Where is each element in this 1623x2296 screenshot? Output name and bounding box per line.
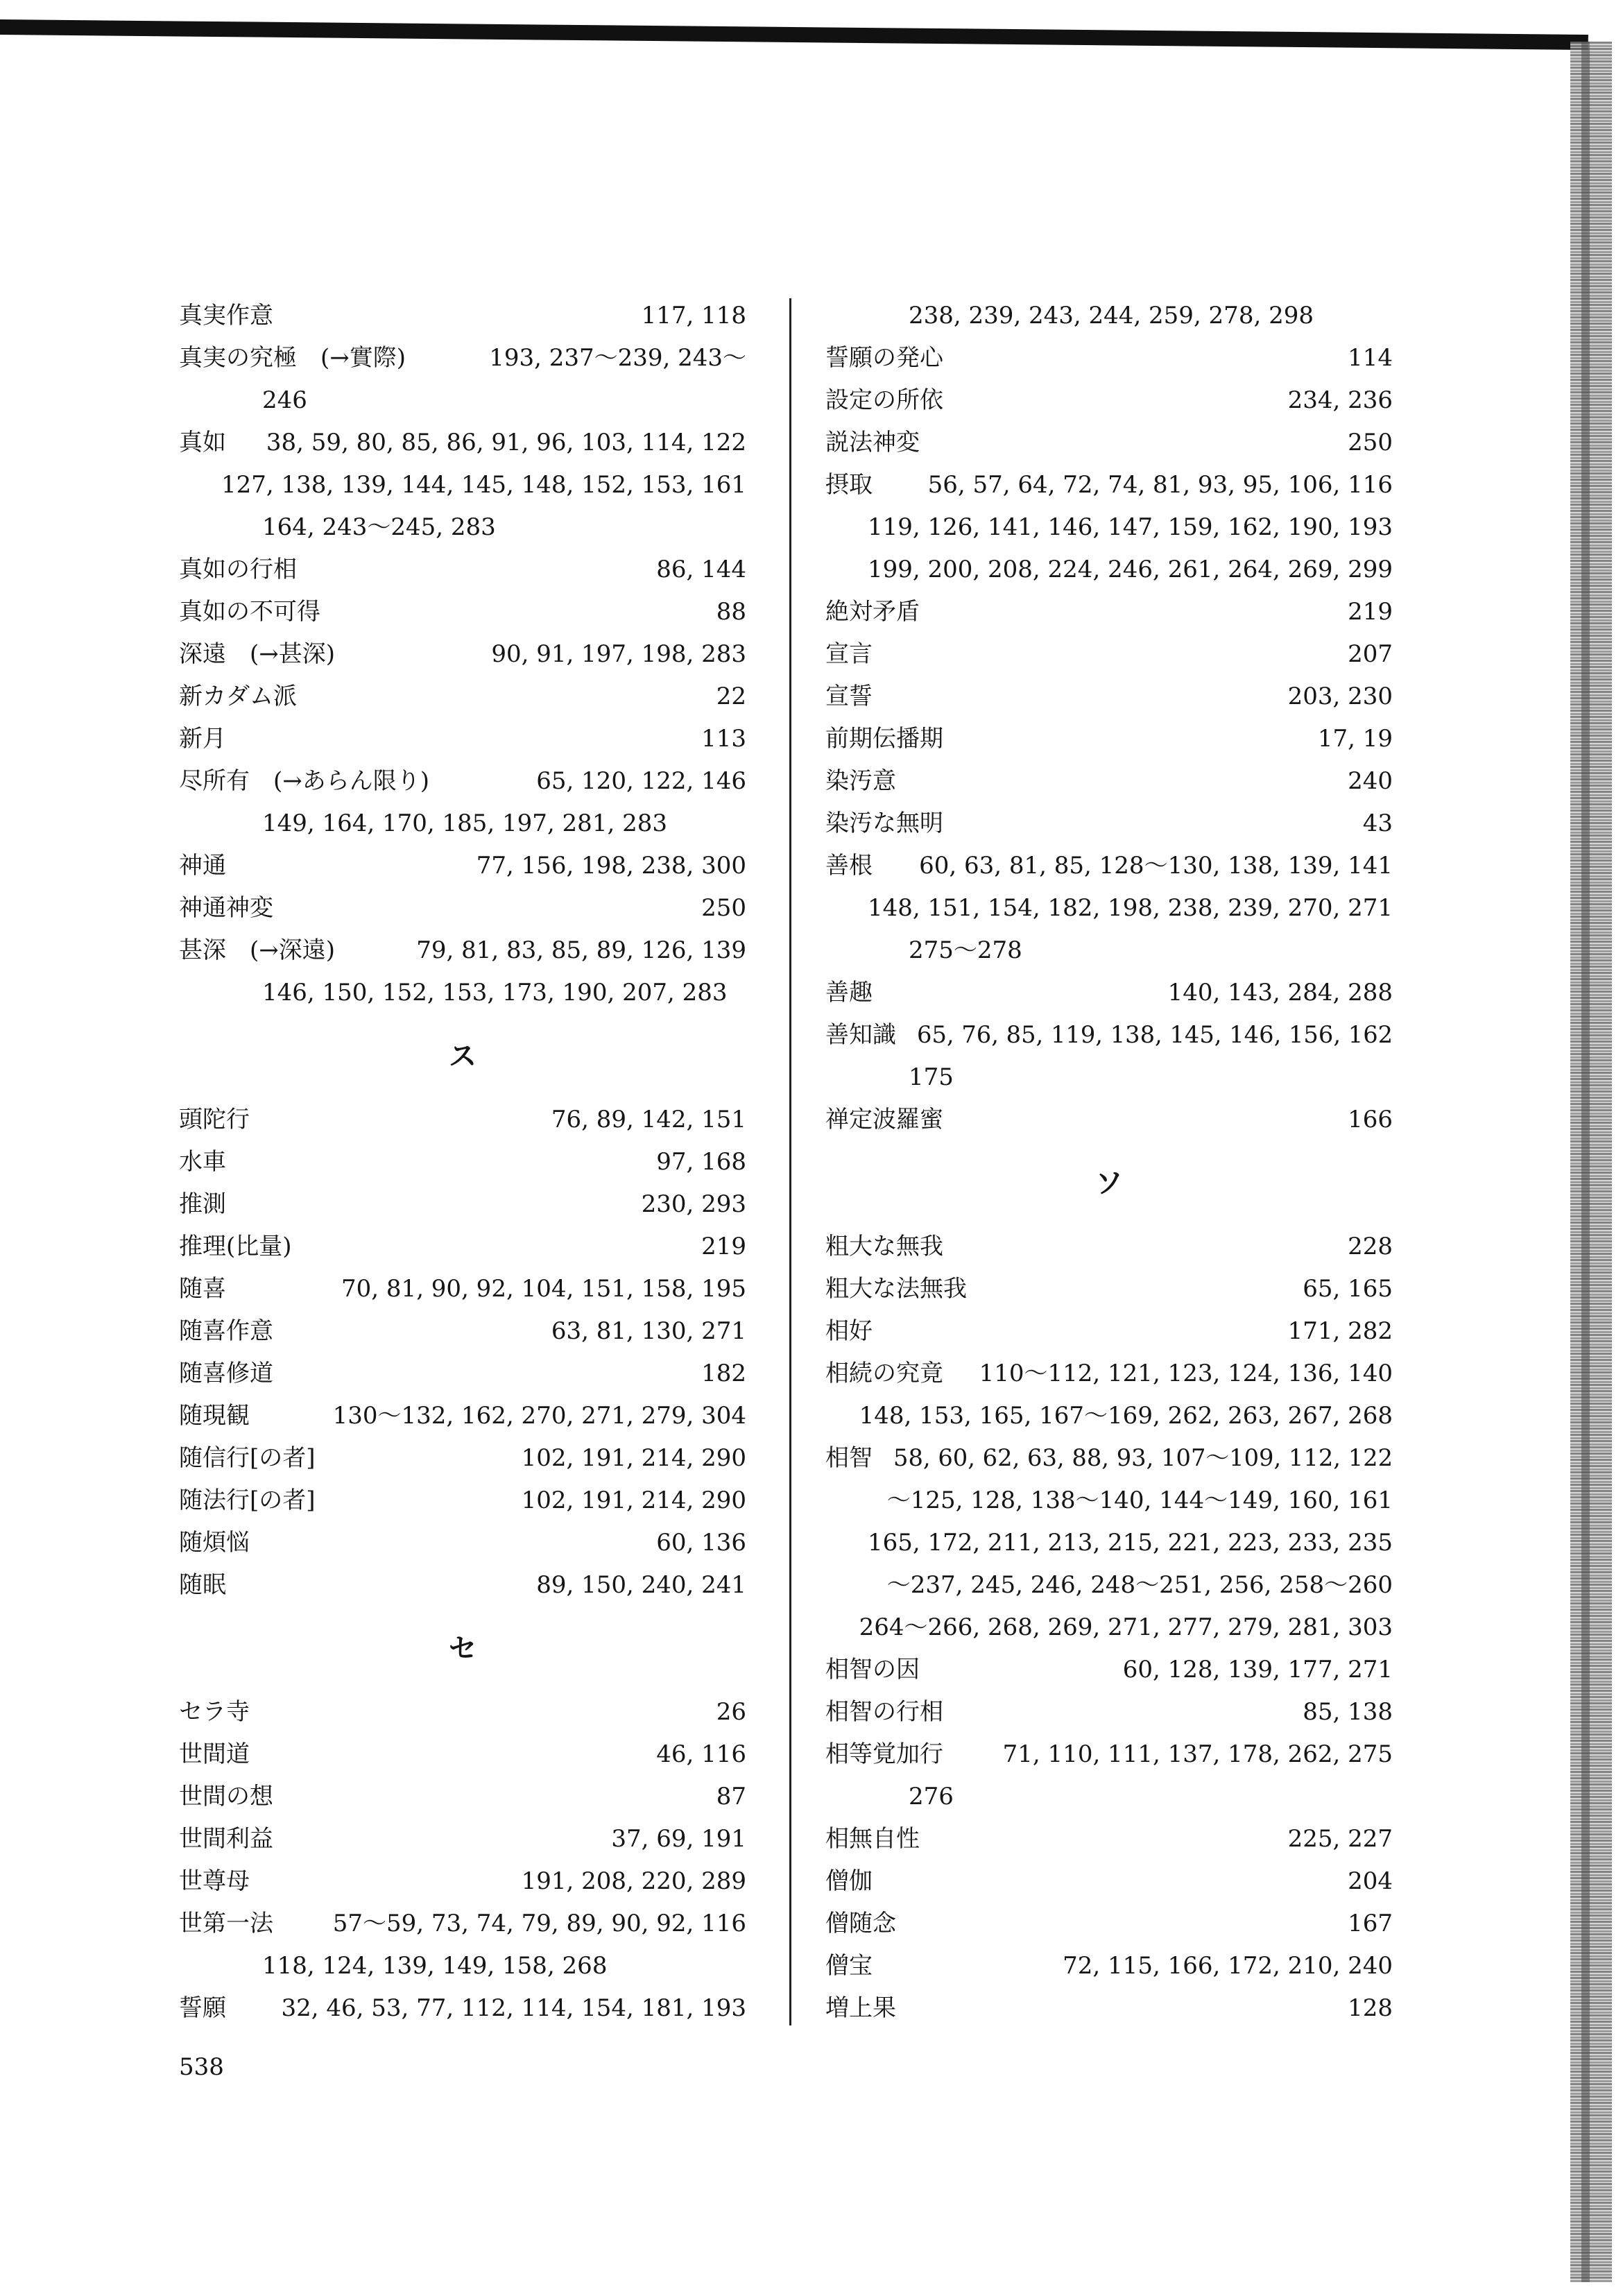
- index-entry: [179, 1395, 746, 1437]
- index-entry: [179, 1141, 746, 1183]
- index-term: 随喜修道: [179, 1360, 273, 1387]
- index-pages-continued: 148, 151, 154, 182, 198, 238, 239, 270, 271: [868, 894, 1393, 922]
- index-entry: [179, 422, 746, 464]
- index-term: 僧随念: [825, 1910, 896, 1937]
- index-pages: 79, 81, 83, 85, 89, 126, 139: [416, 936, 746, 964]
- index-pages: 102, 191, 214, 290: [521, 1444, 746, 1472]
- index-entry: [179, 1818, 746, 1860]
- index-entry: [825, 1903, 1393, 1945]
- index-term: 善知識: [825, 1021, 896, 1049]
- index-entry: [179, 1226, 746, 1268]
- index-term: 粗大な無我: [825, 1233, 943, 1260]
- index-entry: [825, 1733, 1393, 1776]
- index-pages: 60, 63, 81, 85, 128～130, 138, 139, 141: [919, 852, 1393, 880]
- index-pages: 130～132, 162, 270, 271, 279, 304: [332, 1402, 746, 1430]
- index-pages: 250: [1348, 429, 1393, 456]
- index-term: 粗大な法無我: [825, 1275, 967, 1303]
- index-entry: [179, 845, 746, 887]
- index-entry: [179, 1099, 746, 1141]
- index-pages: 182: [701, 1360, 746, 1387]
- index-pages-continued: 127, 138, 139, 144, 145, 148, 152, 153, 161: [221, 471, 746, 499]
- index-entry-continuation: [179, 972, 746, 1014]
- index-pages: 65, 120, 122, 146: [536, 767, 746, 795]
- index-pages: 63, 81, 130, 271: [551, 1317, 746, 1345]
- index-pages: 26: [716, 1698, 746, 1726]
- index-pages: 171, 282: [1287, 1317, 1393, 1345]
- index-entry: [825, 1014, 1393, 1056]
- index-entry: [825, 1353, 1393, 1395]
- index-term: 相続の究竟: [825, 1360, 943, 1387]
- page-number: 538: [179, 2053, 224, 2081]
- index-pages: 250: [701, 894, 746, 922]
- index-pages-continued: 276: [909, 1783, 954, 1810]
- index-pages: 46, 116: [656, 1740, 746, 1768]
- index-entry: [179, 887, 746, 929]
- index-pages: 86, 144: [656, 556, 746, 583]
- index-entry: [179, 337, 746, 379]
- index-entry: [179, 1522, 746, 1564]
- index-entry: [825, 1987, 1393, 2030]
- index-entry-continuation: [825, 549, 1393, 591]
- index-pages-continued: 148, 153, 165, 167～169, 262, 263, 267, 268: [859, 1402, 1393, 1430]
- index-pages-continued: 119, 126, 141, 146, 147, 159, 162, 190, 193: [868, 513, 1393, 541]
- index-term: 設定の所依: [825, 386, 943, 414]
- index-entry: [825, 803, 1393, 845]
- index-pages: 140, 143, 284, 288: [1167, 979, 1393, 1006]
- index-term: 新カダム派: [179, 683, 297, 710]
- index-term: 随煩悩: [179, 1529, 250, 1557]
- index-pages: 191, 208, 220, 289: [521, 1867, 746, 1895]
- index-pages: 17, 19: [1317, 725, 1393, 753]
- index-term: 頭陀行: [179, 1106, 250, 1133]
- index-pages-continued: 275～278: [909, 936, 1022, 964]
- index-term: 説法神変: [825, 429, 920, 456]
- index-pages-continued: 238, 239, 243, 244, 259, 278, 298: [909, 302, 1314, 329]
- index-term: 推理(比量): [179, 1233, 292, 1260]
- index-entry: [825, 1818, 1393, 1860]
- index-term: 随現観: [179, 1402, 250, 1430]
- index-entry-continuation: [825, 295, 1393, 337]
- index-pages: 219: [701, 1233, 746, 1260]
- index-pages: 37, 69, 191: [611, 1825, 746, 1853]
- index-entry: [179, 1691, 746, 1733]
- index-term: 禅定波羅蜜: [825, 1106, 943, 1133]
- index-entry: [825, 845, 1393, 887]
- index-entry: [825, 718, 1393, 760]
- index-term: 真如: [179, 429, 226, 456]
- index-entry: [179, 929, 746, 972]
- index-entry: [179, 676, 746, 718]
- index-entry: [825, 676, 1393, 718]
- index-pages: 57～59, 73, 74, 79, 89, 90, 92, 116: [332, 1910, 746, 1937]
- index-term: 随信行[の者]: [179, 1444, 316, 1472]
- index-entry-continuation: [825, 929, 1393, 972]
- index-entry-continuation: [825, 1776, 1393, 1818]
- index-pages: 219: [1348, 598, 1393, 626]
- index-entry: [825, 633, 1393, 676]
- index-entry: [825, 591, 1393, 633]
- index-pages: 207: [1348, 640, 1393, 668]
- index-term: 神通: [179, 852, 226, 880]
- index-column-left: [179, 295, 746, 2030]
- index-pages: 102, 191, 214, 290: [521, 1487, 746, 1514]
- index-pages: 65, 165: [1303, 1275, 1393, 1303]
- index-term: 宣言: [825, 640, 873, 668]
- index-pages: 58, 60, 62, 63, 88, 93, 107～109, 112, 122: [893, 1444, 1393, 1472]
- index-term: 世尊母: [179, 1867, 250, 1895]
- index-entry: [825, 379, 1393, 422]
- index-entry: [179, 1903, 746, 1945]
- index-entry: [179, 1564, 746, 1607]
- index-term: 染汚な無明: [825, 809, 943, 837]
- index-entry: [179, 1183, 746, 1226]
- index-term: 真如の不可得: [179, 598, 320, 626]
- index-pages: 203, 230: [1287, 683, 1393, 710]
- index-term: 世第一法: [179, 1910, 273, 1937]
- index-pages: 97, 168: [656, 1148, 746, 1176]
- index-term: 世間道: [179, 1740, 250, 1768]
- index-pages: 230, 293: [641, 1190, 746, 1218]
- index-term: 随法行[の者]: [179, 1487, 316, 1514]
- index-pages: 87: [716, 1783, 746, 1810]
- index-pages: 60, 136: [656, 1529, 746, 1557]
- index-entry: [825, 1226, 1393, 1268]
- index-entry: [825, 1691, 1393, 1733]
- index-term: 相智: [825, 1444, 873, 1472]
- index-pages: 71, 110, 111, 137, 178, 262, 275: [1002, 1740, 1393, 1768]
- index-entry-continuation: [825, 1480, 1393, 1522]
- index-term: 増上果: [825, 1994, 896, 2022]
- index-pages: 32, 46, 53, 77, 112, 114, 154, 181, 193: [281, 1994, 746, 2022]
- index-pages-continued: 118, 124, 139, 149, 158, 268: [262, 1952, 608, 1980]
- index-pages: 240: [1348, 767, 1393, 795]
- scan-top-border: [0, 19, 1588, 50]
- index-pages: 38, 59, 80, 85, 86, 91, 96, 103, 114, 122: [266, 429, 746, 456]
- index-entry-continuation: [825, 506, 1393, 549]
- index-entry-continuation: [825, 1564, 1393, 1607]
- index-column-right: [825, 295, 1393, 2030]
- index-pages: 77, 156, 198, 238, 300: [476, 852, 746, 880]
- index-entry-continuation: [179, 379, 746, 422]
- index-entry-continuation: [179, 1945, 746, 1987]
- column-divider: [789, 298, 791, 2025]
- index-term: 相智の行相: [825, 1698, 943, 1726]
- index-entry: [825, 337, 1393, 379]
- index-pages: 43: [1362, 809, 1393, 837]
- index-entry: [825, 1437, 1393, 1480]
- index-term: セラ寺: [179, 1698, 250, 1726]
- scan-right-edge: [1570, 42, 1612, 2282]
- index-entry: [179, 718, 746, 760]
- index-pages: 70, 81, 90, 92, 104, 151, 158, 195: [341, 1275, 746, 1303]
- index-section-heading: セ: [449, 1633, 476, 1665]
- index-term: 水車: [179, 1148, 226, 1176]
- index-term: 世間利益: [179, 1825, 273, 1853]
- index-term: 随喜作意: [179, 1317, 273, 1345]
- index-entry-continuation: [825, 1607, 1393, 1649]
- index-term: 相無自性: [825, 1825, 920, 1853]
- index-pages-continued: 175: [909, 1063, 954, 1091]
- index-term: 真実作意: [179, 302, 273, 329]
- index-term: 相等覚加行: [825, 1740, 943, 1768]
- index-entry: [179, 295, 746, 337]
- index-term: 僧伽: [825, 1867, 873, 1895]
- index-term: 随喜: [179, 1275, 226, 1303]
- index-pages: 56, 57, 64, 72, 74, 81, 93, 95, 106, 116: [927, 471, 1393, 499]
- index-entry: [179, 1353, 746, 1395]
- index-entry: [825, 422, 1393, 464]
- index-entry: [179, 1268, 746, 1310]
- index-term: 甚深 (→深遠): [179, 936, 336, 964]
- index-entry: [179, 1860, 746, 1903]
- index-term: 深遠 (→甚深): [179, 640, 336, 668]
- index-entry: [179, 1310, 746, 1353]
- index-pages: 117, 118: [641, 302, 746, 329]
- scan-right-edge-shadow: [1581, 42, 1590, 2282]
- index-entry: [179, 1987, 746, 2030]
- index-term: 相智の因: [825, 1656, 920, 1684]
- index-entry-continuation: [179, 464, 746, 506]
- index-pages-continued: 146, 150, 152, 153, 173, 190, 207, 283: [262, 979, 728, 1006]
- index-term: 真如の行相: [179, 556, 297, 583]
- index-entry: [825, 1945, 1393, 1987]
- index-pages: 204: [1348, 1867, 1393, 1895]
- index-pages-continued: 199, 200, 208, 224, 246, 261, 264, 269, 299: [868, 556, 1393, 583]
- index-entry: [179, 760, 746, 803]
- index-term: 相好: [825, 1317, 873, 1345]
- index-pages: 113: [701, 725, 746, 753]
- index-pages-continued: ～125, 128, 138～140, 144～149, 160, 161: [886, 1487, 1393, 1514]
- index-pages: 85, 138: [1303, 1698, 1393, 1726]
- index-term: 尽所有 (→あらん限り): [179, 767, 430, 795]
- index-entry-continuation: [825, 1056, 1393, 1099]
- index-entry: [825, 1860, 1393, 1903]
- index-term: 染汚意: [825, 767, 896, 795]
- index-entry: [179, 633, 746, 676]
- index-pages: 167: [1348, 1910, 1393, 1937]
- index-term: 誓願: [179, 1994, 226, 2022]
- index-pages: 110～112, 121, 123, 124, 136, 140: [979, 1360, 1393, 1387]
- index-entry: [825, 1649, 1393, 1691]
- index-pages: 22: [716, 683, 746, 710]
- index-entry: [179, 1437, 746, 1480]
- index-term: 絶対矛盾: [825, 598, 920, 626]
- index-pages: 193, 237～239, 243～: [489, 344, 746, 372]
- index-term: 真実の究極 (→實際): [179, 344, 406, 372]
- index-entry-continuation: [825, 1395, 1393, 1437]
- index-entry-continuation: [825, 887, 1393, 929]
- index-entry: [825, 1268, 1393, 1310]
- index-entry: [179, 549, 746, 591]
- index-pages-continued: 246: [262, 386, 307, 414]
- index-entry-continuation: [825, 1522, 1393, 1564]
- index-pages-continued: 164, 243～245, 283: [262, 513, 496, 541]
- index-pages: 88: [716, 598, 746, 626]
- index-term: 善趣: [825, 979, 873, 1006]
- index-pages: 65, 76, 85, 119, 138, 145, 146, 156, 162: [916, 1021, 1393, 1049]
- index-entry: [179, 1733, 746, 1776]
- index-entry-continuation: [179, 506, 746, 549]
- index-entry: [179, 591, 746, 633]
- index-entry: [825, 1310, 1393, 1353]
- index-term: 誓願の発心: [825, 344, 943, 372]
- index-term: 摂取: [825, 471, 873, 499]
- index-pages: 234, 236: [1287, 386, 1393, 414]
- index-term: 僧宝: [825, 1952, 873, 1980]
- index-entry: [825, 1099, 1393, 1141]
- index-entry: [825, 464, 1393, 506]
- index-pages: 166: [1348, 1106, 1393, 1133]
- index-pages-continued: 264～266, 268, 269, 271, 277, 279, 281, 303: [859, 1613, 1393, 1641]
- index-term: 宣誓: [825, 683, 873, 710]
- index-entry: [179, 1480, 746, 1522]
- index-section-heading: ス: [449, 1040, 476, 1072]
- index-term: 推測: [179, 1190, 226, 1218]
- index-pages: 114: [1348, 344, 1393, 372]
- index-entry-continuation: [179, 803, 746, 845]
- index-pages: 89, 150, 240, 241: [536, 1571, 746, 1599]
- index-pages: 128: [1348, 1994, 1393, 2022]
- index-term: 前期伝播期: [825, 725, 943, 753]
- index-pages: 72, 115, 166, 172, 210, 240: [1063, 1952, 1393, 1980]
- index-entry: [179, 1776, 746, 1818]
- index-pages: 225, 227: [1287, 1825, 1393, 1853]
- index-pages-continued: 165, 172, 211, 213, 215, 221, 223, 233, 235: [868, 1529, 1393, 1557]
- index-term: 随眠: [179, 1571, 226, 1599]
- index-pages-continued: ～237, 245, 246, 248～251, 256, 258～260: [886, 1571, 1393, 1599]
- index-term: 世間の想: [179, 1783, 273, 1810]
- index-pages-continued: 149, 164, 170, 185, 197, 281, 283: [262, 809, 667, 837]
- index-term: 神通神変: [179, 894, 273, 922]
- index-pages: 228: [1348, 1233, 1393, 1260]
- index-pages: 90, 91, 197, 198, 283: [491, 640, 746, 668]
- index-pages: 76, 89, 142, 151: [551, 1106, 746, 1133]
- index-term: 善根: [825, 852, 873, 880]
- index-pages: 60, 128, 139, 177, 271: [1122, 1656, 1393, 1684]
- index-term: 新月: [179, 725, 226, 753]
- index-entry: [825, 972, 1393, 1014]
- index-section-heading: ソ: [1095, 1167, 1123, 1199]
- index-entry: [825, 760, 1393, 803]
